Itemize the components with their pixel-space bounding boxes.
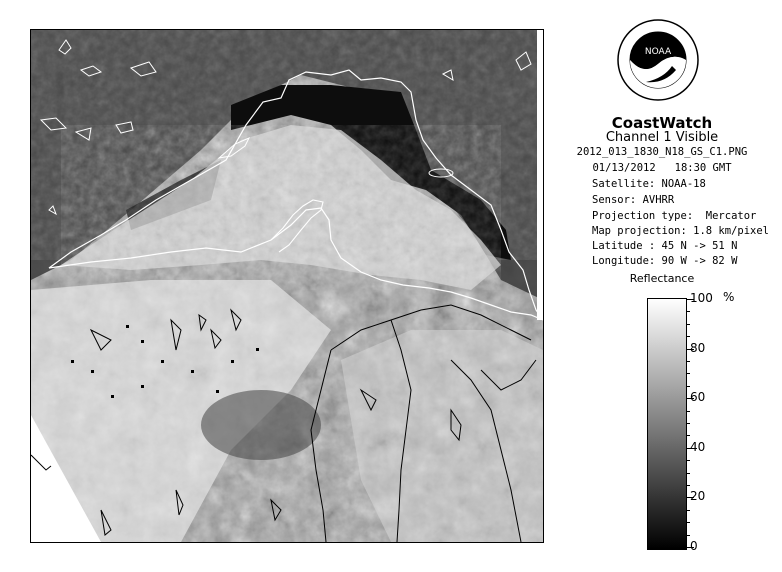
colorbar-minor-tick bbox=[686, 485, 690, 486]
colorbar-minor-tick bbox=[686, 336, 690, 337]
colorbar-minor-tick bbox=[686, 423, 690, 424]
cloud-shadow bbox=[201, 390, 321, 460]
latitude-range: Latitude : 45 N -> 51 N bbox=[592, 240, 738, 252]
colorbar-minor-tick bbox=[686, 324, 690, 325]
colorbar-tick-label: 100 bbox=[690, 291, 713, 305]
colorbar-tick-label: 0 bbox=[690, 539, 698, 553]
colorbar-minor-tick bbox=[686, 473, 690, 474]
noaa-logo bbox=[616, 18, 700, 102]
datetime: 01/13/2012 18:30 GMT bbox=[592, 162, 732, 174]
colorbar-tick-label: 60 bbox=[690, 390, 706, 405]
colorbar-minor-tick bbox=[686, 411, 690, 412]
satellite: Satellite: NOAA-18 bbox=[592, 178, 706, 190]
projection-type: Projection type: Mercator bbox=[592, 210, 757, 222]
map-projection: Map projection: 1.8 km/pixel bbox=[592, 225, 770, 237]
colorbar-minor-tick bbox=[686, 361, 690, 362]
colorbar-minor-tick bbox=[686, 373, 690, 374]
colorbar-minor-tick bbox=[686, 386, 690, 387]
sensor: Sensor: AVHRR bbox=[592, 194, 675, 206]
noaa-logo-graphic bbox=[616, 18, 700, 102]
colorbar-tick-label: 20 bbox=[690, 489, 706, 504]
colorbar-minor-tick bbox=[686, 522, 690, 523]
colorbar-tick-label: 40 bbox=[690, 439, 706, 454]
reflectance-colorbar bbox=[647, 298, 687, 550]
longitude-range: Longitude: 90 W -> 82 W bbox=[592, 255, 738, 267]
colorbar-minor-tick bbox=[686, 311, 690, 312]
colorbar-unit: % bbox=[723, 290, 735, 304]
satellite-image bbox=[30, 29, 544, 543]
noaa-logo-text: NOAA bbox=[644, 47, 672, 57]
satellite-map bbox=[31, 30, 543, 542]
colorbar-minor-tick bbox=[686, 510, 690, 511]
colorbar-title: Reflectance bbox=[629, 272, 695, 285]
colorbar-minor-tick bbox=[686, 435, 690, 436]
filename: 2012_013_1830_N18_GS_C1.PNG bbox=[576, 146, 748, 158]
channel-label: Channel 1 Visible bbox=[605, 130, 719, 145]
colorbar-minor-tick bbox=[686, 460, 690, 461]
agency-title: CoastWatch bbox=[611, 114, 713, 132]
no-data-strip bbox=[537, 30, 543, 320]
colorbar-tick-label: 80 bbox=[690, 340, 706, 355]
colorbar-minor-tick bbox=[686, 535, 690, 536]
